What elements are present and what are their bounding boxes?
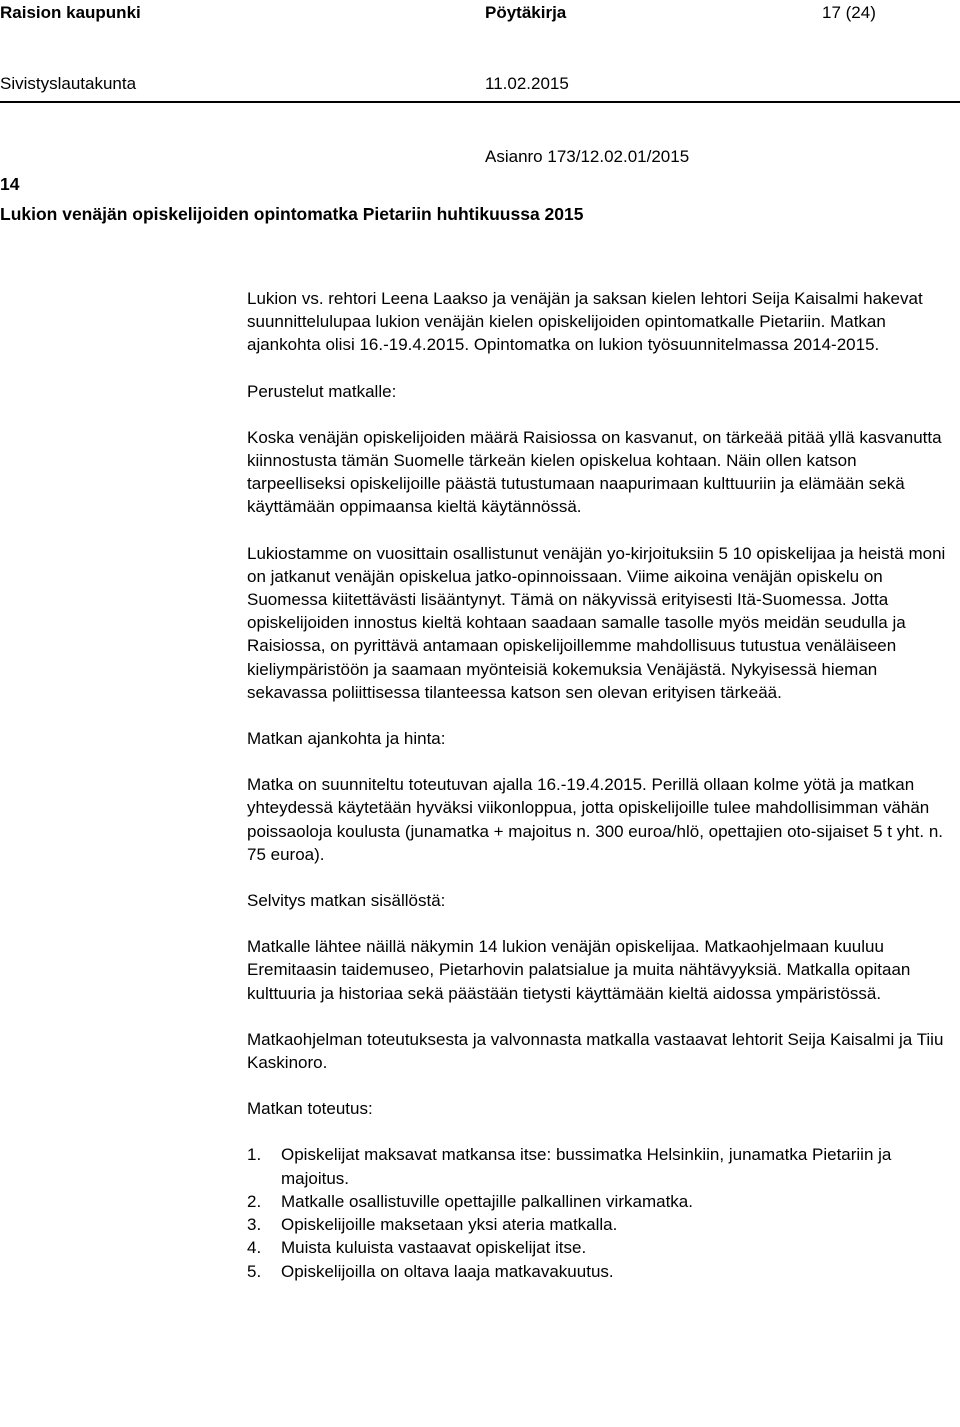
intro-paragraph: Lukion vs. rehtori Leena Laakso ja venäjän ja saksan kielen lehtori Seija Kaisalmi hakevat suunnittelulupaa lukion venäjän kielen opiskelijoiden opintomatkalle Pietariin. Matkan ajankohta olisi 16.-19.4.2015. Opintomatka on lukion työsuunnitelmassa 2014-2015. [247, 289, 923, 355]
list-item-text: Muista kuluista vastaavat opiskelijat itse. [281, 1238, 587, 1258]
list-item [247, 1190, 952, 1213]
reasons-paragraph-1: Koska venäjän opiskelijoiden määrä Raisiossa on kasvanut, on tärkeää pitää yllä kasvanutta kiinnostusta tämän Suomelle tärkeän kielen opiskelua kohtaan. Näin ollen katson tarpeelliseksi opiskelijoille päästä tutustumaan naapurimaan kulttuuriin ja elämään sekä käyttämään oppimaansa kieltä käytännössä. [247, 427, 942, 517]
list-item-number: 3. [247, 1215, 262, 1235]
list-item [247, 1213, 952, 1236]
list-item-text: Opiskelijoilla on oltava laaja matkavakuutus. [281, 1261, 614, 1281]
case-number: Asianro 173/12.02.01/2015 [485, 147, 690, 166]
org-name: Raision kaupunki [0, 3, 141, 22]
implementation-heading: Matkan toteutus: [247, 1099, 373, 1119]
list-item-number: 4. [247, 1238, 262, 1258]
content-paragraph-1: Matkalle lähtee näillä näkymin 14 lukion venäjän opiskelijaa. Matkaohjelmaan kuuluu Eremitaasin taidemuseo, Pietarhovin palatsialue ja muita nähtävyyksiä. Matkalla opitaan kulttuuria ja historiaa sekä päästään tietysti käyttämään kieltä aidossa ympäristössä. [247, 937, 911, 1003]
time-heading: Matkan ajankohta ja hinta: [247, 729, 446, 749]
list-item-text: Matkalle osallistuville opettajille palkallinen virkamatka. [281, 1191, 693, 1211]
committee-name: Sivistyslautakunta [0, 74, 137, 93]
list-item-text: Opiskelijoille maksetaan yksi ateria matkalla. [281, 1215, 618, 1235]
content-paragraph-2: Matkaohjelman toteutuksesta ja valvonnasta matkalla vastaavat lehtorit Seija Kaisalmi ja Tiiu Kaskinoro. [247, 1029, 944, 1073]
item-title: Lukion venäjän opiskelijoiden opintomatka Pietariin huhtikuussa 2015 [0, 204, 584, 224]
reasons-paragraph-2: Lukiostamme on vuosittain osallistunut venäjän yo-kirjoituksiin 5 10 opiskelijaa ja heistä moni on jatkanut venäjän opiskelua jatko-opinnoissaan. Viime aikoina venäjän opiskelu on Suomessa kiitettävästi lisääntynyt. Tämä on näkyvissä erityisesti Itä-Suomessa. Jotta opiskelijoiden innostus kieltä kohtaan saadaan samalle tasolle myös meidän seudulla ja Raisiossa, on pyrittävä antamaan opiskelijoillemme mahdollisuus tutustua venäläiseen kieliympäristöön ja saamaan myönteisiä kokemuksia Venäjästä. Nykyisessä hieman sekavassa poliittisessa tilanteessa katson sen olevan erityisen tärkeää. [247, 543, 946, 702]
document-body [247, 287, 952, 1283]
page-number: 17 (24) [822, 3, 876, 22]
meeting-date: 11.02.2015 [485, 74, 569, 93]
list-item-number: 1. [247, 1145, 262, 1165]
list-item-number: 5. [247, 1261, 262, 1281]
time-paragraph: Matka on suunniteltu toteutuvan ajalla 16.-19.4.2015. Perillä ollaan kolme yötä ja matkan yhteydessä käytetään hyväksi viikonloppua, jotta opiskelijoille tulee mahdollisimman vähän poissaoloja koulusta (junamatka + majoitus n. 300 euroa/hlö, opettajien oto-sijaiset 5 t yht. n. 75 euroa). [247, 775, 943, 864]
list-item [247, 1260, 952, 1283]
list-item [247, 1236, 952, 1259]
list-item [247, 1143, 952, 1189]
header-divider [0, 101, 960, 103]
list-item-number: 2. [247, 1191, 262, 1211]
item-number: 14 [0, 174, 20, 194]
reasons-heading: Perustelut matkalle: [247, 381, 397, 401]
list-item-text: Opiskelijat maksavat matkansa itse: bussimatka Helsinkiin, junamatka Pietariin ja majoitus. [281, 1145, 892, 1188]
implementation-list [247, 1143, 952, 1282]
content-heading: Selvitys matkan sisällöstä: [247, 891, 446, 911]
document-type: Pöytäkirja [485, 3, 567, 22]
